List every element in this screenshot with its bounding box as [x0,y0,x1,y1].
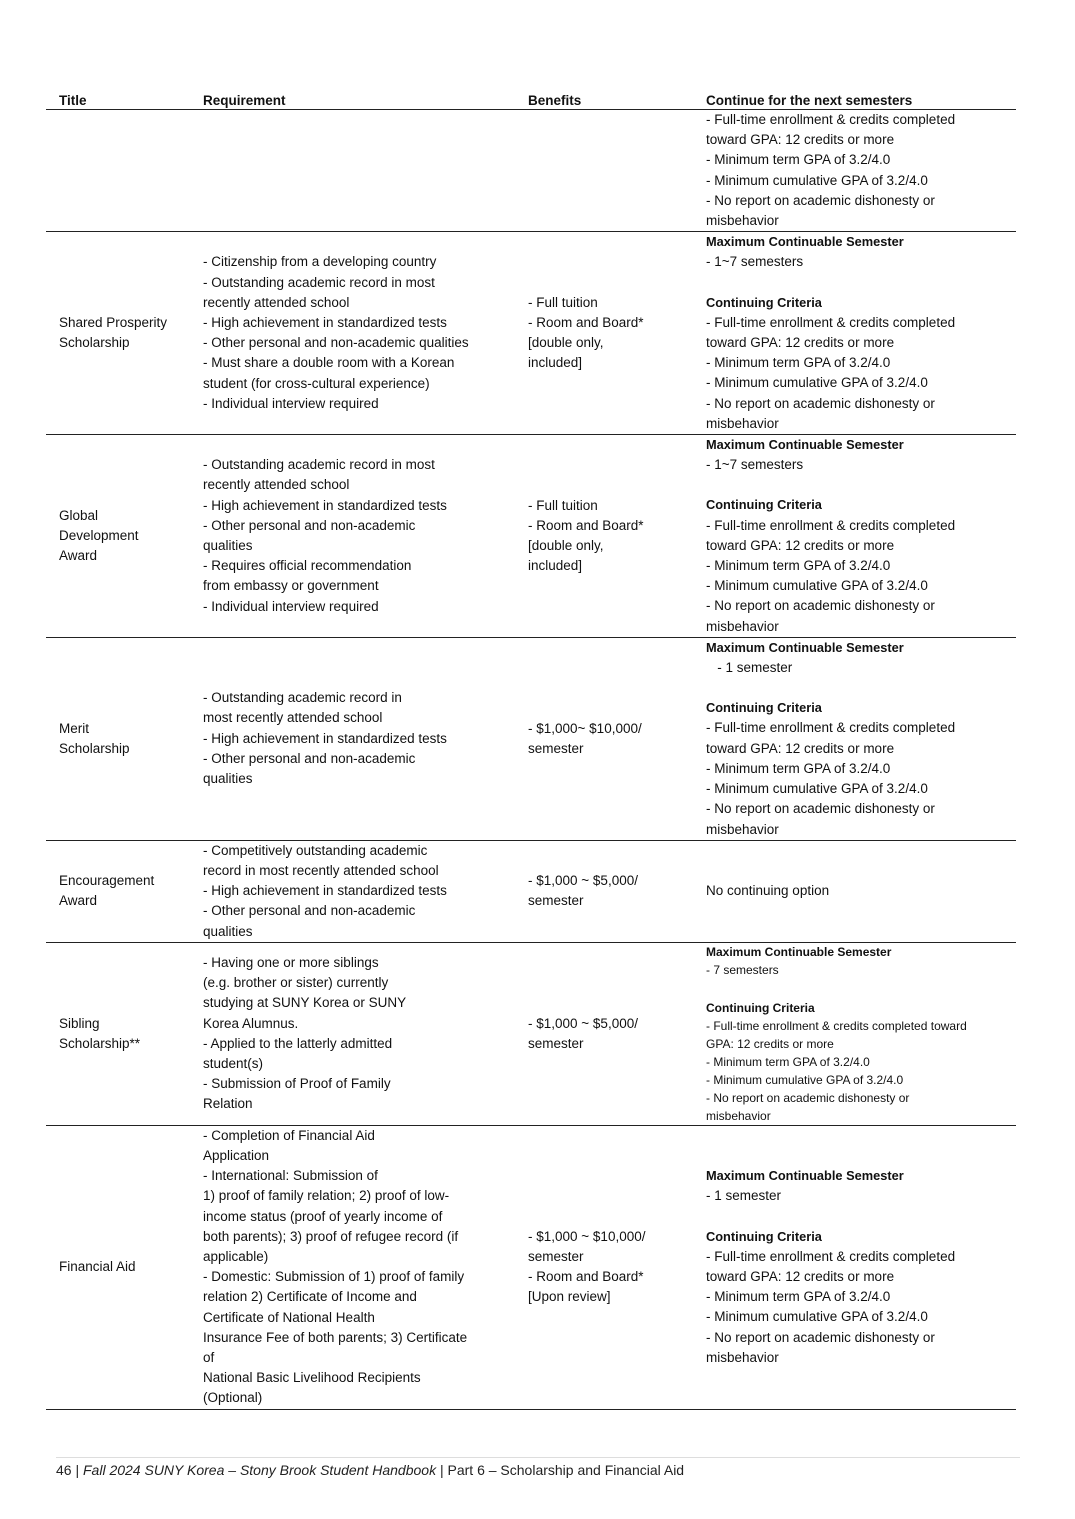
title-cell: Merit Scholarship [46,637,190,840]
criteria-label: Continuing Criteria [706,700,822,716]
title-cell: Sibling Scholarship** [46,942,190,1125]
requirement-cell: - Citizenship from a developing country - Outstanding academic record in most recently attended school - High achievement in standardized tests - Other personal and non-academic qualities - Must share a double room with a Korean student (for cross-cultural experience) - Individual interview required [190,232,515,435]
continue-cell: Maximum Continuable Semester - 1 semester Continuing Criteria - Full-time enrollment & credits completed toward GPA: 12 credits or more - Minimum term GPA of 3.2/4.0 - Minimum cumulative GPA of 3.2/4.0 - No report on academic dishonesty or misbehavior [693,1125,1016,1409]
continue-cell: Maximum Continuable Semester - 7 semesters Continuing Criteria - Full-time enrollment & credits completed toward GPA: 12 credits or more - Minimum term GPA of 3.2/4.0 - Minimum cumulative GPA of 3.2/4.0 - No report on academic dishonesty or misbehavior [693,942,1016,1125]
criteria-label: Continuing Criteria [706,294,822,310]
continue-cell: - Full-time enrollment & credits completed toward GPA: 12 credits or more - Minimum term GPA of 3.2/4.0 - Minimum cumulative GPA of 3.2/4.0 - No report on academic dishonesty or misbehavior [693,110,1016,232]
max-semester-label: Maximum Continuable Semester [706,234,904,250]
title-cell: Shared Prosperity Scholarship [46,232,190,435]
continue-cell: Maximum Continuable Semester - 1~7 semesters Continuing Criteria - Full-time enrollment & credits completed toward GPA: 12 credits or more - Minimum term GPA of 3.2/4.0 - Minimum cumulative GPA of 3.2/4.0 - No report on academic dishonesty or misbehavior [693,435,1016,638]
criteria-label: Continuing Criteria [706,497,822,513]
table-row [46,1125,1016,1409]
requirement-cell: - Outstanding academic record in most recently attended school - High achievement in standardized tests - Other personal and non-academic qualities [190,637,515,840]
benefits-cell: - Full tuition - Room and Board* [double only, included] [515,435,693,638]
title-cell: Encouragement Award [46,840,190,942]
max-semester-label: Maximum Continuable Semester [706,639,904,655]
max-semester-value: - 1~7 semesters [706,457,804,473]
max-semester-label: Maximum Continuable Semester [706,944,892,959]
scholarship-table [46,88,1016,1410]
requirement-cell: - Completion of Financial Aid Application - International: Submission of 1) proof of family relation; 2) proof of low- income status (proof of yearly income of both parents); 3) proof of refugee record (if applicable) - Domestic: Submission of 1) proof of family relation 2) Certificate of Income and Certificate of National Health Insurance Fee of both parents; 3) Certificate of National Basic Livelihood Recipients (Optional) [190,1125,515,1409]
criteria-label: Continuing Criteria [706,1000,815,1015]
table-row-continued [46,110,1016,232]
max-semester-label: Maximum Continuable Semester [706,1168,904,1184]
benefits-cell: - $1,000 ~ $10,000/ semester - Room and Board* [Upon review] [515,1125,693,1409]
benefits-cell: - $1,000 ~ $5,000/ semester [515,840,693,942]
title-cell: Financial Aid [46,1125,190,1409]
requirement-cell: - Competitively outstanding academic record in most recently attended school - High achievement in standardized tests - Other personal and non-academic qualities [190,840,515,942]
header-continue: Continue for the next semesters [693,88,1016,110]
continue-cell: Maximum Continuable Semester - 1 semester Continuing Criteria - Full-time enrollment & credits completed toward GPA: 12 credits or more - Minimum term GPA of 3.2/4.0 - Minimum cumulative GPA of 3.2/4.0 - No report on academic dishonesty or misbehavior [693,637,1016,840]
table-row [46,840,1016,942]
continue-cell: Maximum Continuable Semester - 1~7 semesters Continuing Criteria - Full-time enrollment & credits completed toward GPA: 12 credits or more - Minimum term GPA of 3.2/4.0 - Minimum cumulative GPA of 3.2/4.0 - No report on academic dishonesty or misbehavior [693,232,1016,435]
table-header-row [46,88,1016,110]
max-semester-value: - 1~7 semesters [706,254,804,270]
benefits-cell: - $1,000~ $10,000/ semester [515,637,693,840]
section-title: Part 6 – Scholarship and Financial Aid [447,1462,685,1478]
benefits-cell: - Full tuition - Room and Board* [double only, included] [515,232,693,435]
header-benefits: Benefits [515,88,693,110]
max-semester-value: - 7 semesters [706,962,779,977]
max-semester-value: - 1 semester [706,660,793,676]
max-semester-label: Maximum Continuable Semester [706,437,904,453]
handbook-title: Fall 2024 SUNY Korea – Stony Brook Student Handbook [83,1462,437,1478]
max-semester-value: - 1 semester [706,1188,782,1204]
header-title: Title [46,88,190,110]
header-requirement: Requirement [190,88,515,110]
requirement-cell: - Outstanding academic record in most recently attended school - High achievement in standardized tests - Other personal and non-academic qualities - Requires official recommendation from embassy or government - Individual interview required [190,435,515,638]
benefits-cell: - $1,000 ~ $5,000/ semester [515,942,693,1125]
page-number: 46 [56,1462,72,1478]
title-cell: Global Development Award [46,435,190,638]
table-row [46,942,1016,1125]
continue-cell: No continuing option [693,840,1016,942]
handbook-page [46,88,1016,1410]
page-footer: 46 | Fall 2024 SUNY Korea – Stony Brook Student Handbook | Part 6 – Scholarship and Financial Aid [56,1457,1020,1478]
table-row [46,637,1016,840]
criteria-label: Continuing Criteria [706,1228,822,1244]
table-row [46,435,1016,638]
table-row [46,232,1016,435]
requirement-cell: - Having one or more siblings (e.g. brother or sister) currently studying at SUNY Korea or SUNY Korea Alumnus. - Applied to the latterly admitted student(s) - Submission of Proof of Family Relation [190,942,515,1125]
